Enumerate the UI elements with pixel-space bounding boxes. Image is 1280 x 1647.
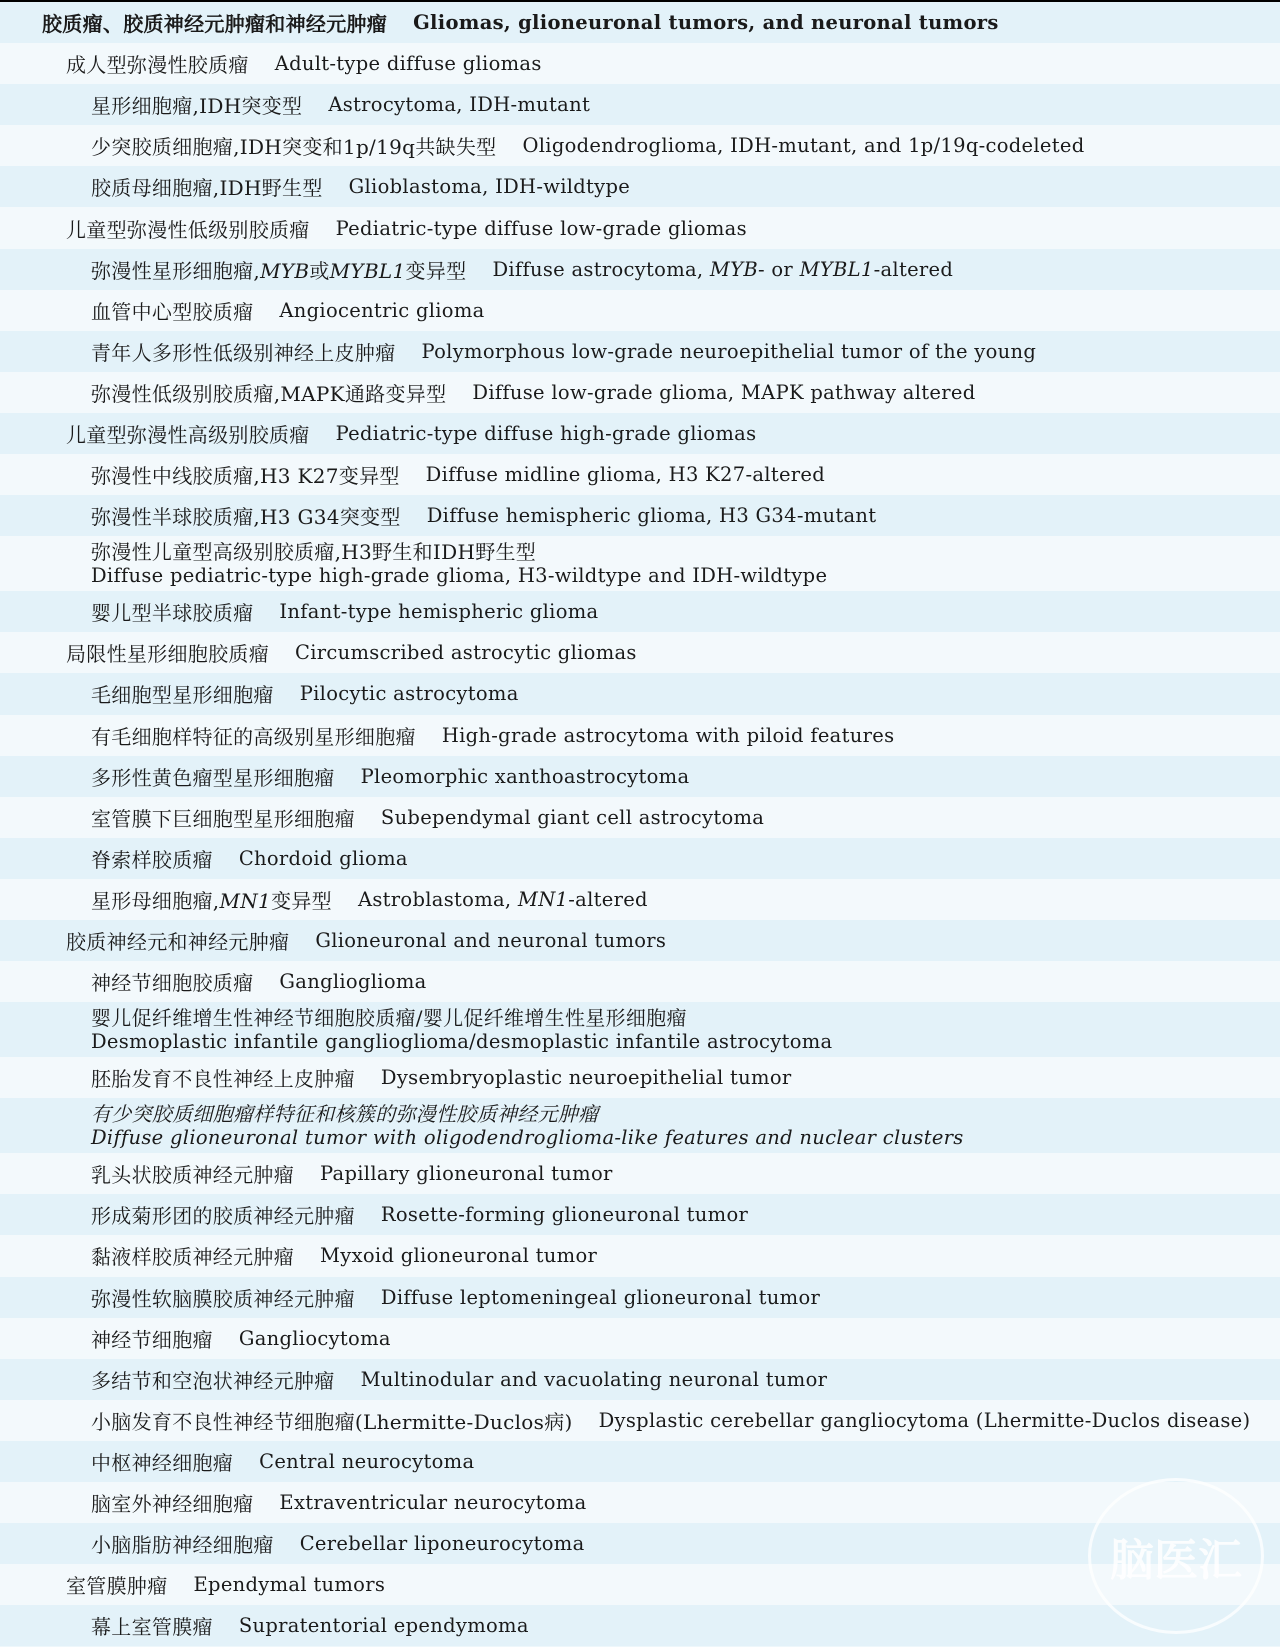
row-en: Diffuse midline glioma, H3 K27-altered xyxy=(425,463,826,487)
row-zh: 多结节和空泡状神经元肿瘤 xyxy=(91,1368,335,1393)
table-row-group xyxy=(0,43,1280,84)
row-en xyxy=(358,888,648,911)
row-en: Diffuse pediatric-type high-grade glioma, H3-wildtype and IDH-wildtype xyxy=(91,563,828,587)
row-en: Dysembryoplastic neuroepithelial tumor xyxy=(380,1066,792,1090)
row-zh: 成人型弥漫性胶质瘤 xyxy=(66,53,249,78)
table-row-group xyxy=(0,1564,1280,1605)
table-row-group xyxy=(0,207,1280,248)
row-en: Desmoplastic infantile ganglioglioma/desmoplastic infantile astrocytoma xyxy=(91,1029,833,1053)
row-zh: 儿童型弥漫性低级别胶质瘤 xyxy=(66,217,310,242)
row-zh: 神经节细胞瘤 xyxy=(91,1327,213,1352)
row-zh: 有少突胶质细胞瘤样特征和核簇的弥漫性胶质神经元肿瘤 xyxy=(91,1101,599,1126)
table-row xyxy=(0,331,1280,372)
row-zh: 小脑发育不良性神经节细胞瘤(Lhermitte-Duclos病) xyxy=(91,1409,573,1434)
table-row xyxy=(0,838,1280,879)
table-row-group xyxy=(0,920,1280,961)
row-en: Glioblastoma, IDH-wildtype xyxy=(348,175,631,199)
row-zh-gene: MYBL1 xyxy=(329,258,406,283)
table-row-group xyxy=(0,413,1280,454)
table-row xyxy=(0,879,1280,920)
table-row xyxy=(0,1482,1280,1523)
row-en: Ependymal tumors xyxy=(193,1573,386,1597)
row-en: Infant-type hemispheric glioma xyxy=(279,600,599,624)
row-en: Extraventricular neurocytoma xyxy=(279,1491,587,1515)
row-en: Myxoid glioneuronal tumor xyxy=(320,1244,598,1268)
row-en: Gliomas, glioneuronal tumors, and neuronal tumors xyxy=(413,11,999,35)
row-zh-part: 星形母细胞瘤, xyxy=(91,888,220,913)
row-en: Supratentorial ependymoma xyxy=(238,1614,529,1638)
row-en: Angiocentric glioma xyxy=(279,298,485,322)
table-row xyxy=(0,372,1280,413)
row-zh: 有毛细胞样特征的高级别星形细胞瘤 xyxy=(91,724,416,749)
row-en: Gangliocytoma xyxy=(238,1326,391,1350)
row-zh: 多形性黄色瘤型星形细胞瘤 xyxy=(91,765,335,790)
table-row xyxy=(0,961,1280,1002)
row-en: Papillary glioneuronal tumor xyxy=(320,1162,613,1186)
row-en: Dysplastic cerebellar gangliocytoma (Lhermitte-Duclos disease) xyxy=(598,1408,1251,1432)
row-zh: 脑室外神经细胞瘤 xyxy=(91,1492,254,1517)
row-zh: 胶质瘤、胶质神经元肿瘤和神经元肿瘤 xyxy=(42,12,388,37)
row-zh: 婴儿型半球胶质瘤 xyxy=(91,601,254,626)
row-zh: 毛细胞型星形细胞瘤 xyxy=(91,683,274,708)
table-row xyxy=(0,1277,1280,1318)
row-en: High-grade astrocytoma with piloid features xyxy=(441,723,895,747)
row-en-part: -altered xyxy=(568,887,648,911)
row-en: Circumscribed astrocytic gliomas xyxy=(295,641,637,665)
table-row xyxy=(0,591,1280,632)
row-zh: 幕上室管膜瘤 xyxy=(91,1615,213,1640)
row-zh: 弥漫性儿童型高级别胶质瘤,H3野生和IDH野生型 xyxy=(91,539,537,564)
table-row xyxy=(0,1235,1280,1276)
table-row xyxy=(0,84,1280,125)
table-row xyxy=(0,166,1280,207)
table-row-two-line xyxy=(0,536,1280,591)
row-en: Rosette-forming glioneuronal tumor xyxy=(380,1203,749,1227)
table-row xyxy=(0,1318,1280,1359)
row-en: Astrocytoma, IDH-mutant xyxy=(328,93,591,117)
row-zh-part: 变异型 xyxy=(271,888,332,913)
row-en-gene: MN1 xyxy=(517,887,569,911)
row-zh: 胚胎发育不良性神经上皮肿瘤 xyxy=(91,1067,355,1092)
table-row xyxy=(0,1359,1280,1400)
row-zh: 室管膜下巨细胞型星形细胞瘤 xyxy=(91,806,355,831)
row-en: Glioneuronal and neuronal tumors xyxy=(315,929,667,953)
row-zh-gene: MN1 xyxy=(219,888,272,913)
row-zh: 胶质母细胞瘤,IDH野生型 xyxy=(91,176,323,201)
table-row xyxy=(0,290,1280,331)
row-zh: 血管中心型胶质瘤 xyxy=(91,299,254,324)
table-row xyxy=(0,249,1280,290)
row-zh: 中枢神经细胞瘤 xyxy=(91,1450,234,1475)
row-zh: 小脑脂肪神经细胞瘤 xyxy=(91,1533,274,1558)
row-zh: 弥漫性中线胶质瘤,H3 K27变异型 xyxy=(91,464,400,489)
table-row xyxy=(0,1400,1280,1441)
row-en: Polymorphous low-grade neuroepithelial tumor of the young xyxy=(421,339,1037,363)
row-en-part: - or xyxy=(758,257,800,281)
row-zh-part: 变异型 xyxy=(405,258,467,283)
row-zh: 神经节细胞胶质瘤 xyxy=(91,971,254,996)
row-zh: 胶质神经元和神经元肿瘤 xyxy=(66,930,290,955)
row-zh xyxy=(91,255,466,284)
row-zh: 弥漫性半球胶质瘤,H3 G34突变型 xyxy=(91,505,401,530)
table-row xyxy=(0,673,1280,714)
row-en: Pleomorphic xanthoastrocytoma xyxy=(360,764,690,788)
row-en: Multinodular and vacuolating neuronal tumor xyxy=(360,1367,828,1391)
row-en: Oligodendroglioma, IDH-mutant, and 1p/19q-codeleted xyxy=(522,134,1085,158)
table-row xyxy=(0,1057,1280,1098)
row-zh: 室管膜肿瘤 xyxy=(66,1574,168,1599)
table-row xyxy=(0,1194,1280,1235)
table-row xyxy=(0,756,1280,797)
row-en-gene: MYBL1 xyxy=(799,257,874,281)
row-en-part: -altered xyxy=(873,257,954,281)
row-en: Pediatric-type diffuse low-grade gliomas xyxy=(335,216,747,240)
row-zh: 星形细胞瘤,IDH突变型 xyxy=(91,94,303,119)
row-en: Central neurocytoma xyxy=(259,1449,475,1473)
tumor-classification-table xyxy=(0,2,1280,1646)
row-en-gene: MYB xyxy=(709,257,758,281)
row-zh-part: 弥漫性星形细胞瘤, xyxy=(91,258,261,283)
row-en: Pediatric-type diffuse high-grade gliomas xyxy=(335,421,757,445)
table-row xyxy=(0,1153,1280,1194)
table-row xyxy=(0,495,1280,536)
table-row-category xyxy=(0,2,1280,43)
row-en: Diffuse glioneuronal tumor with oligodendroglioma-like features and nuclear clusters xyxy=(91,1125,964,1149)
row-zh-gene: MYB xyxy=(260,258,310,283)
row-en: Cerebellar liponeurocytoma xyxy=(299,1532,585,1556)
watermark-text: 脑医汇 xyxy=(1110,1535,1242,1586)
table-row xyxy=(0,1605,1280,1646)
row-en xyxy=(492,258,953,281)
table-row xyxy=(0,715,1280,756)
row-zh: 儿童型弥漫性高级别胶质瘤 xyxy=(66,422,310,447)
row-en: Diffuse leptomeningeal glioneuronal tumor xyxy=(380,1285,821,1309)
row-zh: 青年人多形性低级别神经上皮肿瘤 xyxy=(91,340,396,365)
row-zh: 黏液样胶质神经元肿瘤 xyxy=(91,1245,294,1270)
table-row-two-line xyxy=(0,1002,1280,1057)
row-en-part: Astroblastoma, xyxy=(357,887,518,911)
table-row-two-line xyxy=(0,1098,1280,1153)
row-zh: 脊索样胶质瘤 xyxy=(91,847,213,872)
table-row xyxy=(0,797,1280,838)
table-row xyxy=(0,125,1280,166)
row-en-part: Diffuse astrocytoma, xyxy=(492,257,710,281)
table-row xyxy=(0,1441,1280,1482)
row-zh: 弥漫性低级别胶质瘤,MAPK通路变异型 xyxy=(91,381,447,406)
row-en: Subependymal giant cell astrocytoma xyxy=(380,805,765,829)
row-en: Pilocytic astrocytoma xyxy=(299,682,519,706)
row-en: Diffuse hemispheric glioma, H3 G34-mutant xyxy=(426,504,877,528)
row-zh xyxy=(91,885,332,914)
row-zh: 形成菊形团的胶质神经元肿瘤 xyxy=(91,1204,355,1229)
row-zh: 婴儿促纤维增生性神经节细胞胶质瘤/婴儿促纤维增生性星形细胞瘤 xyxy=(91,1005,687,1030)
row-zh-part: 或 xyxy=(309,258,330,283)
row-en: Adult-type diffuse gliomas xyxy=(274,52,542,76)
table-row xyxy=(0,454,1280,495)
watermark-logo xyxy=(1088,1478,1264,1634)
row-zh: 乳头状胶质神经元肿瘤 xyxy=(91,1163,294,1188)
row-en: Ganglioglioma xyxy=(279,970,427,994)
row-zh: 少突胶质细胞瘤,IDH突变和1p/19q共缺失型 xyxy=(91,135,497,160)
row-zh: 局限性星形细胞胶质瘤 xyxy=(66,642,269,667)
row-en: Diffuse low-grade glioma, MAPK pathway altered xyxy=(472,380,976,404)
table-row-group xyxy=(0,632,1280,673)
row-en: Chordoid glioma xyxy=(238,846,408,870)
row-zh: 弥漫性软脑膜胶质神经元肿瘤 xyxy=(91,1286,355,1311)
